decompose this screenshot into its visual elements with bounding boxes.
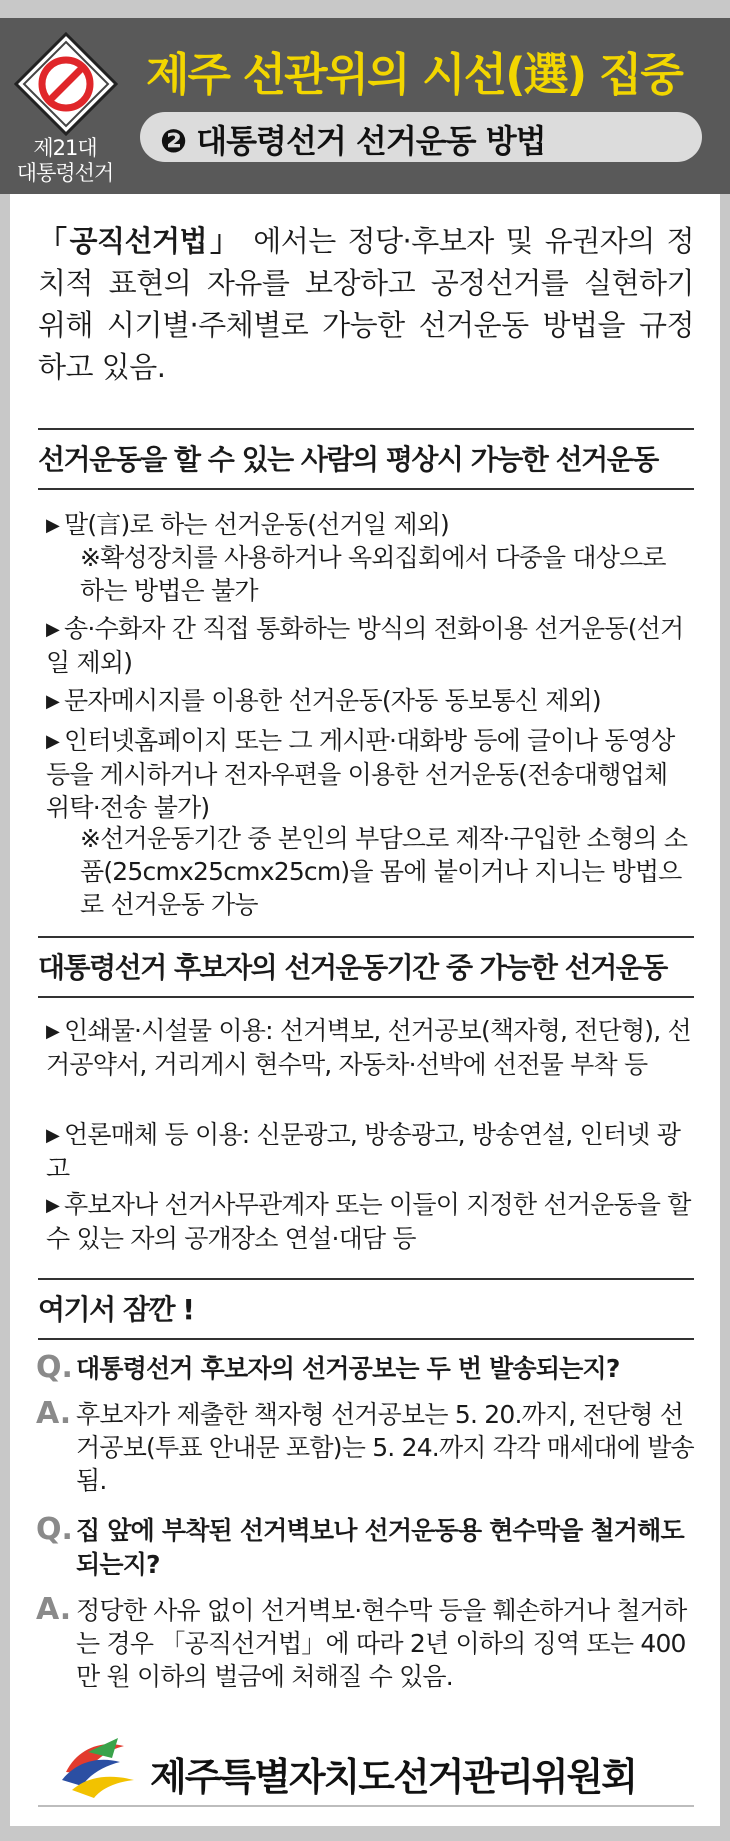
edition-line2: 대통령선거 (16, 161, 114, 185)
question-text: 대통령선거 후보자의 선거공보는 두 번 발송되는지? (76, 1354, 620, 1383)
list-item: ▶ 인쇄물·시설물 이용: 선거벽보, 선거공보(책자형, 전단형), 선거공약서, 거리게시 현수막, 자동차·선박에 선전물 부착 등 (46, 1016, 691, 1079)
subtitle: ❷ 대통령선거 선거운동 방법 (160, 122, 546, 160)
list-item: ▶ 송·수화자 간 직접 통화하는 방식의 전화이용 선거운동(선거일 제외) (46, 614, 684, 677)
list-item: ▶ 말(言)로 하는 선거운동(선거일 제외) (46, 508, 696, 542)
law-name: 「공직선거법」 (38, 224, 242, 258)
right-frame (720, 194, 730, 1841)
answer-label: A. (36, 1396, 72, 1431)
footer-divider (38, 1805, 694, 1807)
triangle-bullet-icon: ▶ (46, 515, 60, 536)
triangle-bullet-icon: ▶ (46, 1195, 60, 1216)
triangle-bullet-icon: ▶ (46, 691, 60, 712)
triangle-bullet-icon: ▶ (46, 731, 60, 752)
question-label: Q. (36, 1350, 73, 1385)
triangle-bullet-icon: ▶ (46, 619, 60, 640)
list-item: ▶ 후보자나 선거사무관계자 또는 이들이 지정한 선거운동을 할 수 있는 자의 공개장소 연설·대담 등 (46, 1190, 691, 1253)
question-text: 집 앞에 부착된 선거벽보나 선거운동용 현수막을 철거해도 되는지? (76, 1516, 684, 1579)
triangle-bullet-icon: ▶ (46, 1021, 60, 1042)
triangle-bullet-icon: ▶ (46, 1125, 60, 1146)
note: ※확성장치를 사용하거나 옥외집회에서 다중을 대상으로 하는 방법은 불가 (80, 543, 666, 605)
section2-heading: 대통령선거 후보자의 선거운동기간 중 가능한 선거운동 (38, 936, 694, 998)
bottom-frame (0, 1826, 730, 1841)
top-border (0, 0, 730, 18)
organization-name: 제주특별자치도선거관리위원회 (150, 1755, 636, 1799)
answer-text: 후보자가 제출한 책자형 선거공보는 5. 20.까지, 전단형 선거공보(투표 안내문 포함)는 5. 24.까지 각각 매세대에 발송됨. (76, 1400, 694, 1495)
header (0, 18, 730, 194)
left-frame (0, 194, 10, 1841)
intro-text: 에서는 정당·후보자 및 유권자의 정치적 표현의 자유를 보장하고 공정선거를 실현하기 위해 시기별·주체별로 가능한 선거운동 방법을 규정하고 있음. (38, 224, 694, 384)
list-item: ▶ 인터넷홈페이지 또는 그 게시판·대화방 등에 글이나 동영상 등을 게시하거나 전자우편을 이용한 선거운동(전송대행업체 위탁·전송 불가) (46, 726, 675, 822)
page-title: 제주 선관위의 시선(選) 집중 (146, 48, 682, 101)
list-item: ▶ 언론매체 등 이용: 신문광고, 방송광고, 방송연설, 인터넷 광고 (46, 1120, 681, 1183)
section1-heading: 선거운동을 할 수 있는 사람의 평상시 가능한 선거운동 (38, 428, 694, 490)
note: ※선거운동기간 중 본인의 부담으로 제작·구입한 소형의 소품(25cmx25cmx25cm)을 몸에 붙이거나 지니는 방법으로 선거운동 가능 (80, 824, 688, 919)
intro-paragraph (38, 220, 694, 388)
edition-label (0, 136, 130, 186)
list-item: ▶ 문자메시지를 이용한 선거운동(자동 동보통신 제외) (46, 684, 696, 718)
edition-line1: 제21대 (33, 136, 97, 160)
answer-text: 정당한 사유 없이 선거벽보·현수막 등을 훼손하거나 철거하는 경우 「공직선거법」에 따라 2년 이하의 징역 또는 400만 원 이하의 벌금에 처해질 수 있음. (76, 1596, 687, 1691)
no-sign-icon (14, 32, 118, 136)
section3-heading: 여기서 잠깐 ! (38, 1278, 694, 1340)
answer-label: A. (36, 1592, 72, 1627)
election-commission-logo-icon (58, 1732, 142, 1802)
question-label: Q. (36, 1512, 73, 1547)
